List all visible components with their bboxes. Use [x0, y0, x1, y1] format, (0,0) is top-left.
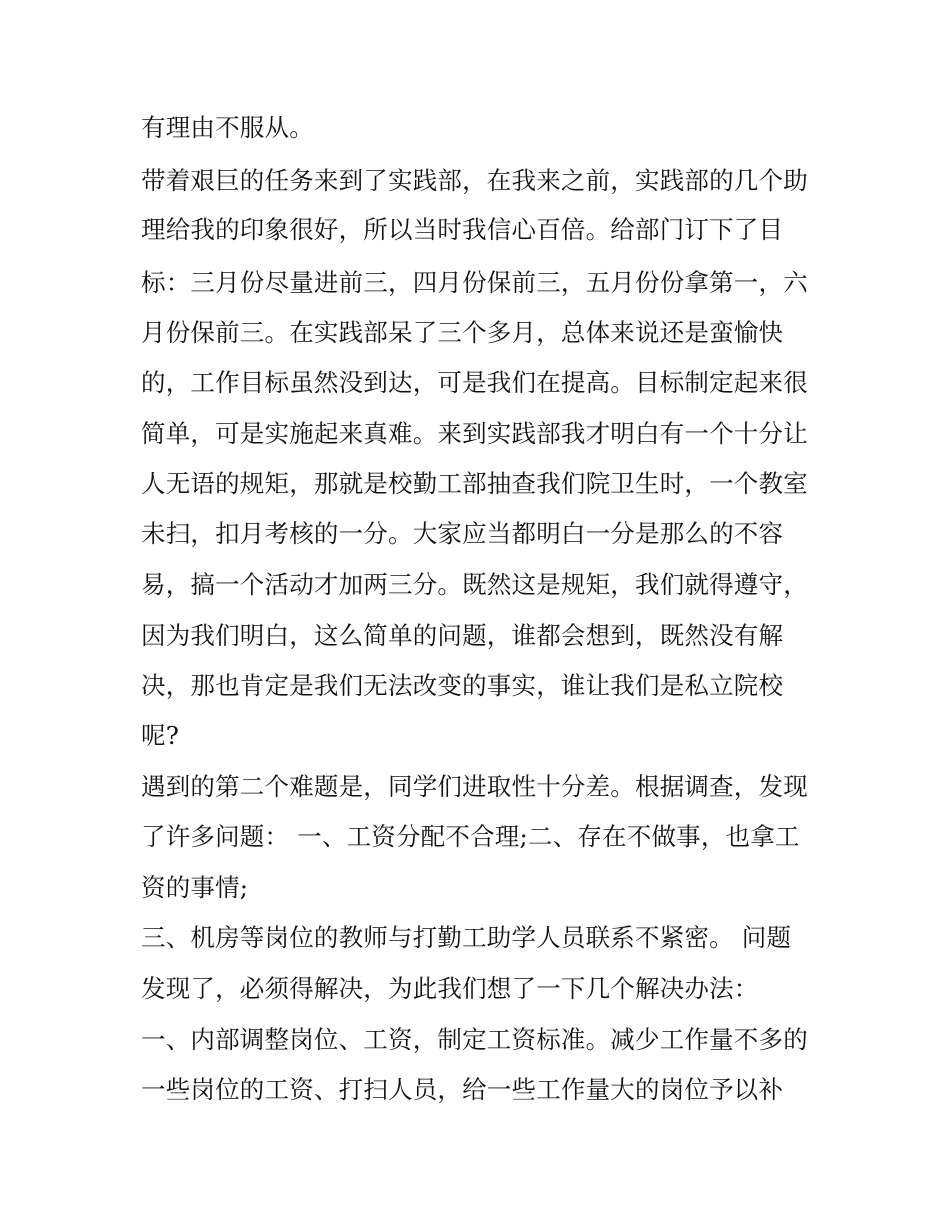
- text-line: 资的事情;: [141, 873, 249, 902]
- text-line: 一些岗位的工资、打扫人员，给一些工作量大的岗位予以补: [141, 1075, 784, 1104]
- text-line: 带着艰巨的任务来到了实践部，在我来之前，实践部的几个助: [141, 166, 808, 195]
- text-line: 因为我们明白，这么简单的问题，谁都会想到，既然没有解: [141, 621, 784, 650]
- text-line: 呢?: [141, 721, 180, 750]
- text-line: 理给我的印象很好，所以当时我信心百倍。给部门订下了目: [141, 215, 784, 244]
- text-line: 一、内部调整岗位、工资，制定工资标准。减少工作量不多的: [141, 1025, 808, 1054]
- text-line: 未扫，扣月考核的一分。大家应当都明白一分是那么的不容: [141, 519, 784, 548]
- text-line: 遇到的第二个难题是，同学们进取性十分差。根据调查，发现: [141, 772, 808, 801]
- text-line: 月份保前三。在实践部呆了三个多月，总体来说还是蛮愉快: [141, 318, 784, 347]
- text-line: 了许多问题： 一、工资分配不合理;二、存在不做事，也拿工: [141, 822, 800, 851]
- text-line: 易，搞一个活动才加两三分。既然这是规矩，我们就得遵守，: [141, 570, 808, 599]
- text-line: 三、机房等岗位的教师与打勤工助学人员联系不紧密。 问题: [141, 923, 792, 952]
- text-line: 有理由不服从。: [141, 113, 314, 142]
- text-line: 标：三月份尽量进前三，四月份保前三，五月份份拿第一，六: [141, 268, 808, 297]
- text-line: 人无语的规矩，那就是校勤工部抽查我们院卫生时，一个教室: [141, 469, 808, 498]
- text-line: 决，那也肯定是我们无法改变的事实，谁让我们是私立院校: [141, 671, 784, 700]
- text-line: 的，工作目标虽然没到达，可是我们在提高。目标制定起来很: [141, 368, 808, 397]
- text-line: 简单，可是实施起来真难。来到实践部我才明白有一个十分让: [141, 419, 808, 448]
- text-line: 发现了，必须得解决，为此我们想了一下几个解决办法：: [141, 974, 759, 1003]
